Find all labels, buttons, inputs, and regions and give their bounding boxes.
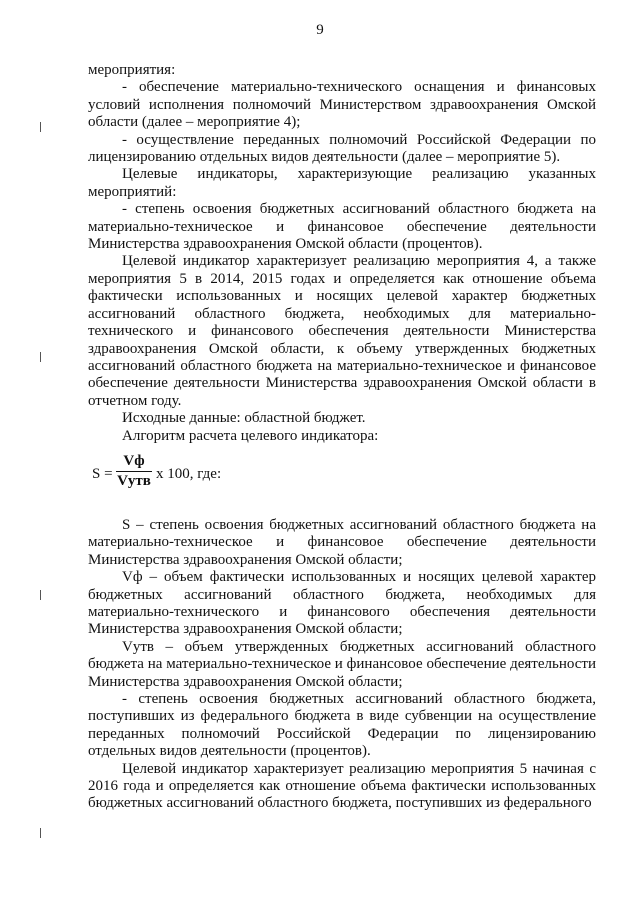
formula-numerator: Vф bbox=[116, 453, 152, 472]
paragraph: S – степень освоения бюджетных ассигнований областного бюджета на материально-техническое и финансовое обеспечение деятельности Министерства здравоохранения Омской области; bbox=[88, 516, 596, 568]
paragraph: Vутв – объем утвержденных бюджетных ассигнований областного бюджета на материально-техническое и финансовое обеспечение деятельности Министерства здравоохранения Омской области; bbox=[88, 638, 596, 690]
paragraph: - степень освоения бюджетных ассигнований областного бюджета, поступивших из федерального бюджета в виде субвенции на осуществление переданных полномочий Российской Федерации по лицензированию отдельных видов деятельности (процентов). bbox=[88, 691, 596, 760]
margin-mark bbox=[40, 828, 41, 838]
paragraphs-top bbox=[88, 62, 596, 445]
formula-lhs: S = bbox=[92, 465, 113, 482]
paragraph: - осуществление переданных полномочий Российской Федерации по лицензированию отдельных видов деятельности (далее – мероприятие 5). bbox=[88, 131, 596, 166]
formula-fraction bbox=[116, 453, 152, 491]
formula-rhs: х 100, где: bbox=[156, 465, 222, 482]
formula-denominator: Vутв bbox=[117, 473, 151, 490]
paragraph: Целевой индикатор характеризует реализацию мероприятия 4, а также мероприятия 5 в 2014, 2015 годах и определяется как отношение объема фактически использованных и носящих целевой характер бюджетных ассигнований областного бюджета, необходимых для материально-технического и финансового обеспечения деятельности Министерства здравоохранения Омской области, к объему утвержденных бюджетных ассигнований областного бюджета на материально-техническое и финансовое обеспечение деятельности Министерства здравоохранения Омской области в отчетном году. bbox=[88, 253, 596, 409]
paragraph: Алгоритм расчета целевого индикатора: bbox=[122, 427, 379, 444]
paragraph: мероприятия: bbox=[88, 62, 176, 78]
page-number: 9 bbox=[316, 22, 324, 38]
paragraph: Vф – объем фактически использованных и носящих целевой характер бюджетных ассигнований областного бюджета, необходимых для материально-технического и финансового обеспечения деятельности Министерства здравоохранения Омской области; bbox=[88, 569, 596, 638]
margin-mark bbox=[40, 590, 41, 600]
paragraph: - степень освоения бюджетных ассигнований областного бюджета на материально-техническое и финансовое обеспечение деятельности Министерства здравоохранения Омской области (процентов). bbox=[88, 201, 596, 253]
paragraph: Целевые индикаторы, характеризующие реализацию указанных мероприятий: bbox=[88, 166, 596, 200]
margin-mark bbox=[40, 352, 41, 362]
paragraph: Исходные данные: областной бюджет. bbox=[122, 410, 366, 427]
formula bbox=[88, 453, 596, 495]
paragraphs-bottom bbox=[88, 517, 596, 813]
paragraph: - обеспечение материально-технического оснащения и финансовых условий исполнения полномочий Министерством здравоохранения Омской области (далее – мероприятие 4); bbox=[88, 79, 596, 131]
document-body bbox=[88, 62, 596, 813]
paragraph: Целевой индикатор характеризует реализацию мероприятия 5 начиная с 2016 года и определяется как отношение объема фактически использованных бюджетных ассигнований областного бюджета, поступивших из федерального bbox=[88, 760, 596, 812]
margin-mark bbox=[40, 122, 41, 132]
